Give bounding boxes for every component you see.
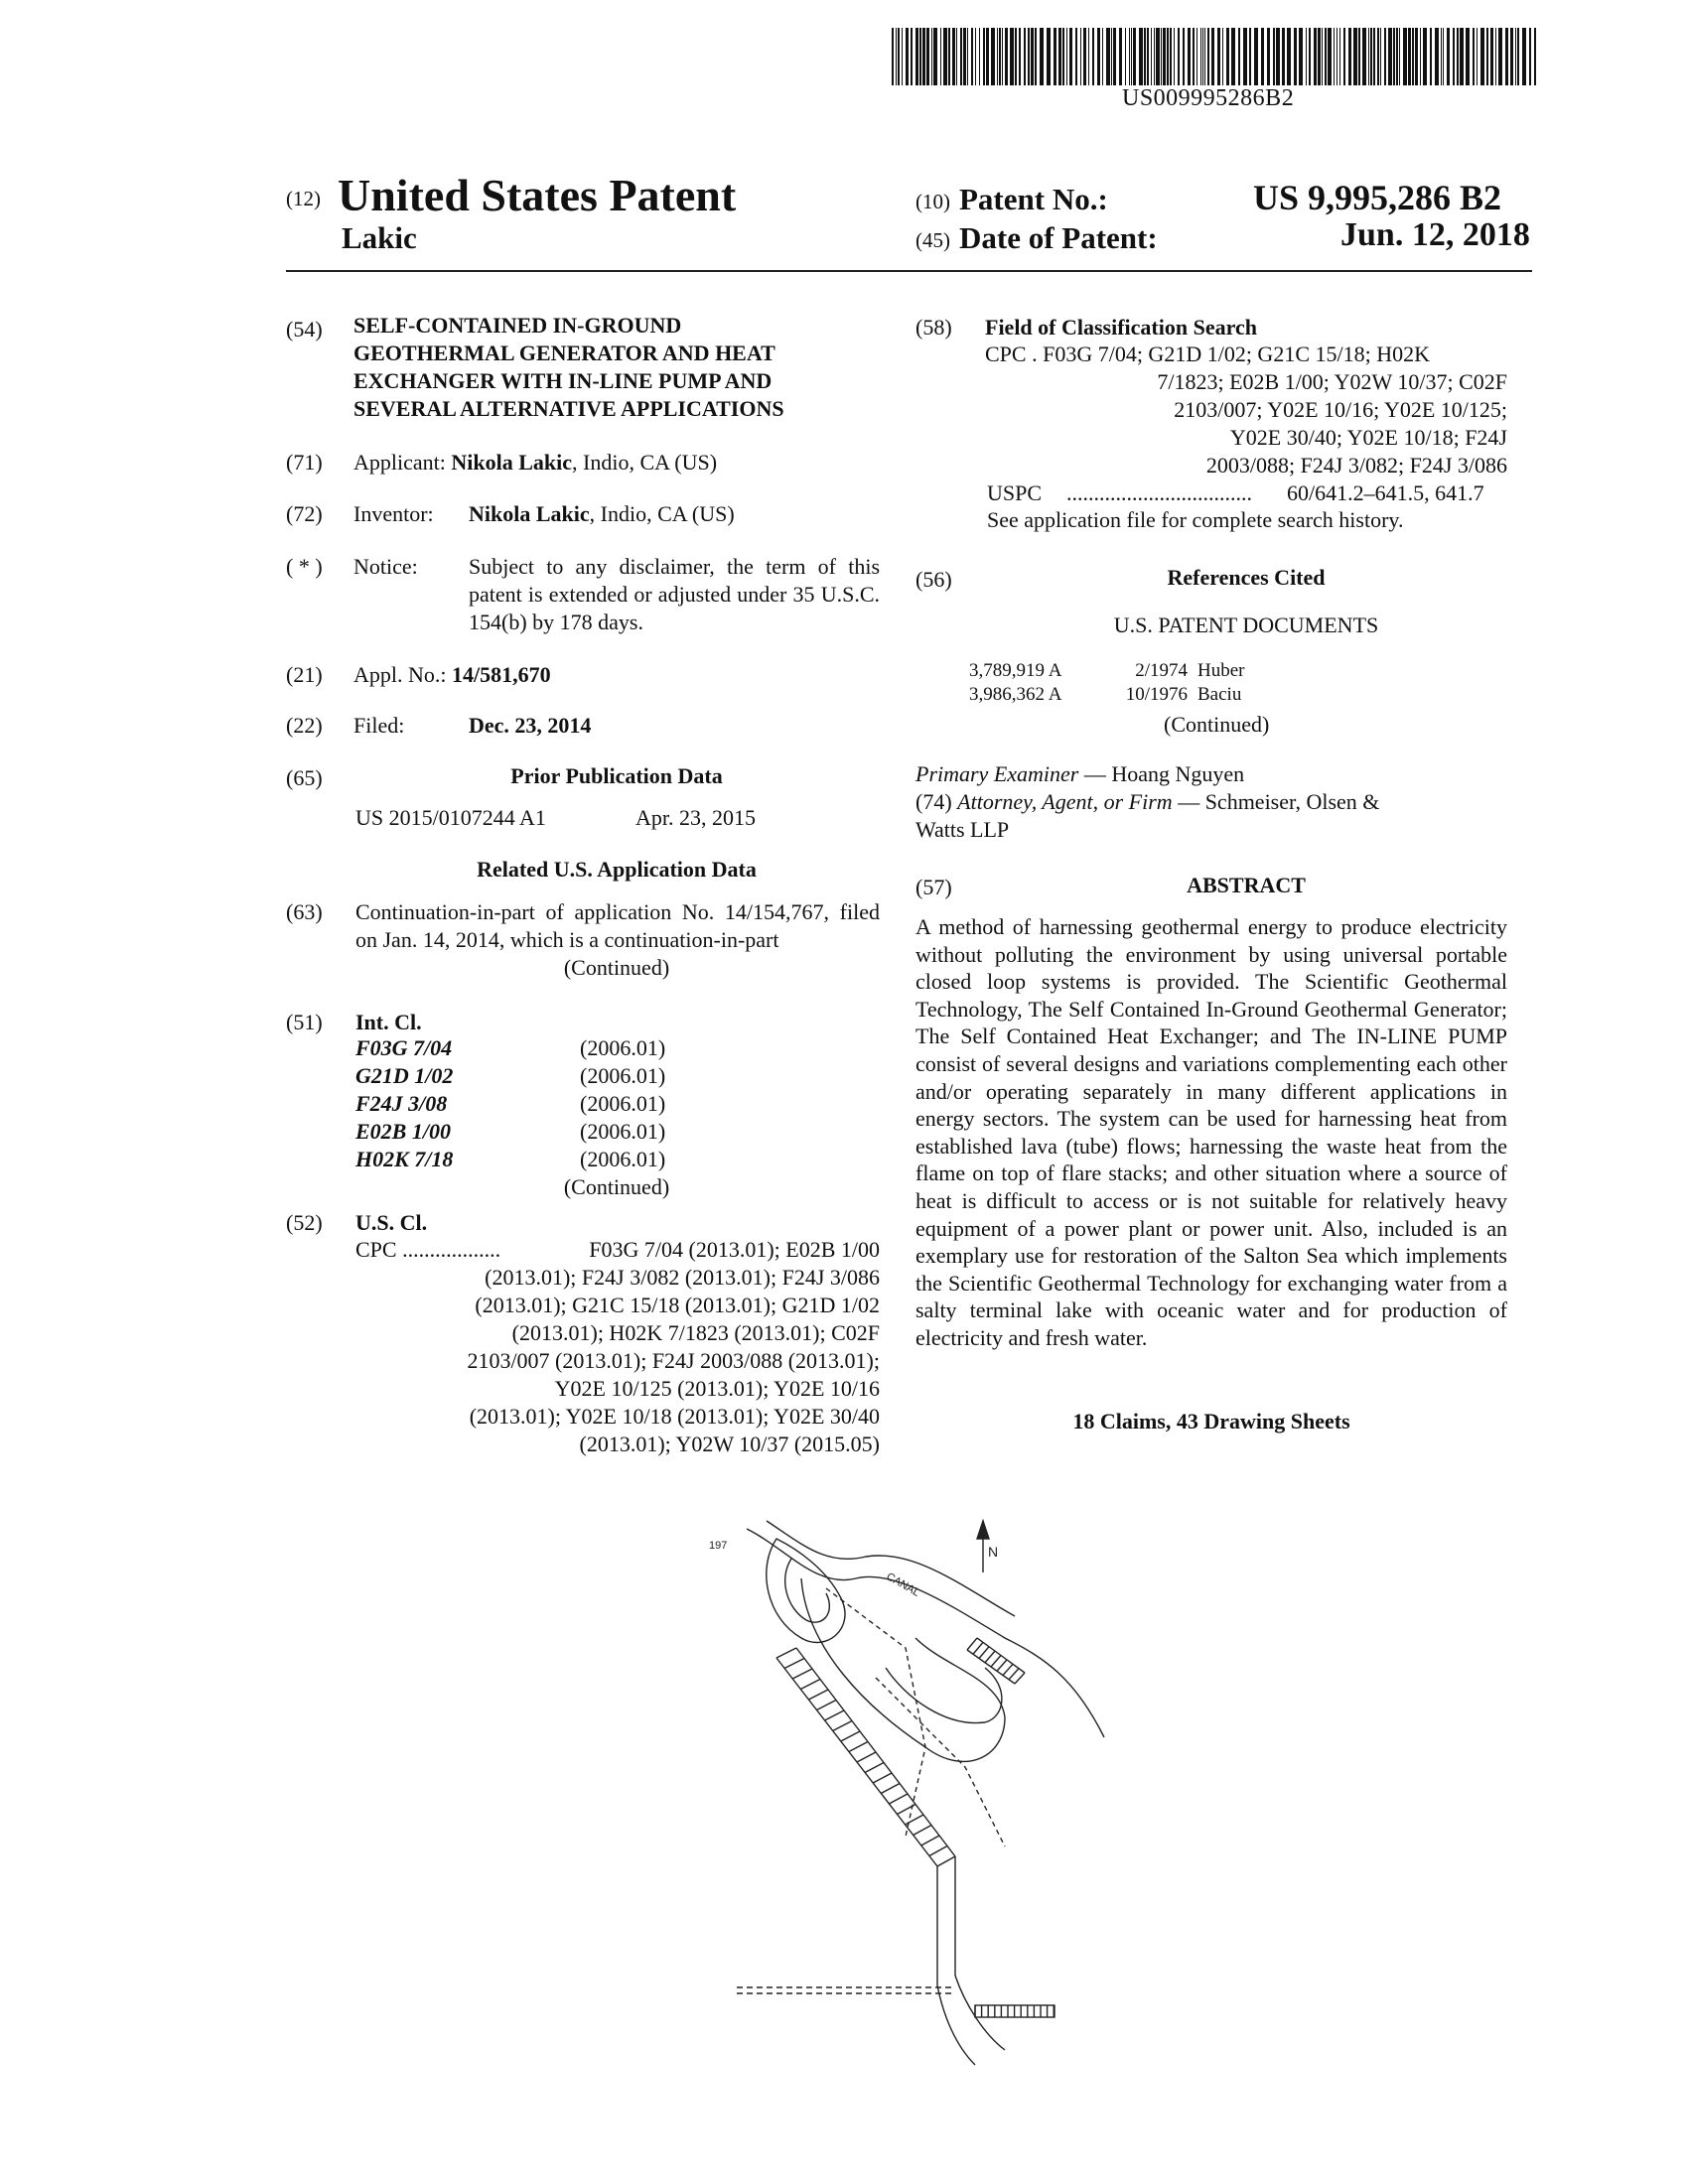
tag-65: (65) <box>286 765 323 790</box>
date-of-patent: Jun. 12, 2018 <box>1340 216 1530 253</box>
inventor-surname: Lakic <box>342 220 417 255</box>
int-cl-code: F24J 3/08 <box>355 1091 448 1116</box>
int-cl-row <box>355 1146 773 1173</box>
tag-71: (71) <box>286 450 323 475</box>
related-data-heading: Related U.S. Application Data <box>477 857 757 882</box>
abstract-text: A method of harnessing geothermal energy to produce electricity without polluting the environment by using universal portable closed loop systems is provided. The Scientific Geothermal Technology, The Self Contained In-Ground Geothermal Generator; The Self Contained Heat Exchanger; and The IN-LINE PUMP consist of several designs and variations complementing each other and/or operating separately in many different applications in energy sectors. The system can be used for harnessing heat from established lava (tube) flows; harnessing the waste heat from the flame on top of flare stacks; and other situation where a source of heat is difficult to access or is not suitable for relatively heavy equipment of a power plant or power unit. Also, included is an exemplary use for restoration of the Salton Sea which implements the Scientific Geothermal Technology for exchanging water from a salty terminal lake with oceanic water and for production of electricity and fresh water. <box>915 914 1507 1350</box>
tag-21: (21) <box>286 662 323 687</box>
examiner-label: Primary Examiner <box>915 761 1079 786</box>
cpc-line: Y02E 10/125 (2013.01); Y02E 10/16 <box>554 1376 880 1401</box>
applicant-location: , Indio, CA (US) <box>572 450 718 475</box>
svg-text:N: N <box>988 1544 999 1560</box>
tag-58: (58) <box>915 315 952 340</box>
lake-outline <box>767 1539 845 1642</box>
publication-number: US009995286B2 <box>1122 85 1295 111</box>
primary-examiner <box>915 760 1244 788</box>
canal-label: CANAL <box>884 1570 922 1599</box>
prior-publication-heading: Prior Publication Data <box>510 763 723 788</box>
cpc-line: (2013.01); G21C 15/18 (2013.01); G21D 1/02 <box>475 1293 880 1317</box>
invention-title <box>353 312 890 423</box>
pipeline-band <box>776 1648 955 1866</box>
attorney-name: — Schmeiser, Olsen & <box>1172 789 1380 814</box>
references-heading: References Cited <box>1167 565 1326 590</box>
uspc-value: 60/641.2–641.5, 641.7 <box>1287 480 1484 505</box>
uspc-leader: .................................. <box>1066 480 1252 505</box>
reference-date: 2/1974 <box>1135 660 1188 681</box>
appl-no-label: Appl. No.: <box>353 662 447 687</box>
examiner-name: — Hoang Nguyen <box>1078 761 1245 786</box>
int-cl-date: (2006.01) <box>580 1063 666 1088</box>
continued-label: (Continued) <box>1164 712 1270 737</box>
patent-number: US 9,995,286 B2 <box>1253 178 1502 217</box>
inventor-label: Inventor: <box>353 501 434 526</box>
channel-line <box>937 1985 975 2065</box>
tag-22: (22) <box>286 713 323 738</box>
int-cl-date: (2006.01) <box>580 1035 666 1060</box>
int-cl-row <box>355 1062 773 1090</box>
notice-text: Subject to any disclaimer, the term of this patent is extended or adjusted under 35 U.S.C. 154(b) by 178 days. <box>469 554 880 634</box>
inventor-location: , Indio, CA (US) <box>589 501 735 526</box>
int-cl-row <box>355 1118 773 1146</box>
cpc-line: (2013.01); Y02E 10/18 (2013.01); Y02E 30/40 <box>469 1404 880 1429</box>
basin-outline <box>886 1668 1002 1723</box>
claims-summary: 18 Claims, 43 Drawing Sheets <box>1072 1409 1350 1433</box>
continued-label: (Continued) <box>563 1174 670 1199</box>
applicant-label: Applicant: <box>353 450 446 475</box>
field-search-heading: Field of Classification Search <box>985 315 1257 340</box>
tag-51: (51) <box>286 1010 323 1034</box>
reference-numeral: 197 <box>709 1540 728 1552</box>
us-cl-heading: U.S. Cl. <box>355 1210 428 1235</box>
field-cpc-line: 7/1823; E02B 1/00; Y02W 10/37; C02F <box>1157 369 1507 394</box>
cpc-line: (2013.01); F24J 3/082 (2013.01); F24J 3/086 <box>485 1265 880 1290</box>
int-cl-row <box>355 1090 773 1118</box>
int-cl-date: (2006.01) <box>580 1147 666 1171</box>
int-cl-code: H02K 7/18 <box>355 1147 454 1171</box>
tag-57: (57) <box>915 875 952 899</box>
north-arrow-icon <box>977 1521 998 1572</box>
attorney-label: Attorney, Agent, or Firm <box>957 789 1173 814</box>
int-cl-code: E02B 1/00 <box>355 1119 451 1144</box>
header-rule <box>286 270 1532 272</box>
attorney-line <box>915 788 1511 816</box>
int-cl-date: (2006.01) <box>580 1119 666 1144</box>
cpc-label: CPC .................. <box>355 1237 501 1262</box>
document-title: United States Patent <box>338 170 737 220</box>
tag-notice: ( * ) <box>286 554 323 579</box>
tag-10: (10) <box>915 190 950 213</box>
prior-publication-date: Apr. 23, 2015 <box>635 805 756 830</box>
title-line: EXCHANGER WITH IN-LINE PUMP AND <box>353 368 773 393</box>
tag-74: (74) <box>915 789 952 814</box>
lake-region-outline <box>801 1578 1005 1761</box>
cpc-line: (2013.01); H02K 7/1823 (2013.01); C02F <box>511 1320 880 1345</box>
inventor-row <box>469 500 735 528</box>
attorney-line: Watts LLP <box>915 817 1010 842</box>
reference-row <box>969 683 1244 707</box>
date-of-patent-label: Date of Patent: <box>959 220 1158 255</box>
title-line: SELF-CONTAINED IN-GROUND <box>353 313 682 338</box>
tag-45: (45) <box>915 228 950 252</box>
uspc-label: USPC <box>987 480 1043 505</box>
representative-drawing <box>707 1509 1134 2115</box>
applicant-row <box>353 449 717 477</box>
continuation-text: Continuation-in-part of application No. 14/154,767, filed on Jan. 14, 2014, which is a continuation-in-part <box>355 899 880 952</box>
pipeline-band <box>967 1638 1025 1684</box>
int-cl-list <box>355 1034 773 1173</box>
search-history-note: See application file for complete search history. <box>987 507 1404 532</box>
patent-number-label: Patent No.: <box>959 182 1108 216</box>
int-cl-heading: Int. Cl. <box>355 1010 422 1034</box>
field-cpc-line: 2103/007; Y02E 10/16; Y02E 10/125; <box>1174 397 1507 422</box>
appl-no-row <box>353 661 551 689</box>
applicant-name: Nikola Lakic <box>451 450 573 475</box>
reference-number: 3,986,362 A <box>969 684 1062 705</box>
filed-date: Dec. 23, 2014 <box>469 713 592 738</box>
int-cl-row <box>355 1034 773 1062</box>
filed-label: Filed: <box>353 713 405 738</box>
appl-no: 14/581,670 <box>452 662 551 687</box>
cpc-line: 2103/007 (2013.01); F24J 2003/088 (2013.01); <box>467 1348 880 1373</box>
reference-date: 10/1976 <box>1125 684 1188 705</box>
title-line: SEVERAL ALTERNATIVE APPLICATIONS <box>353 396 784 421</box>
tag-63: (63) <box>286 899 323 924</box>
inventor-name: Nikola Lakic <box>469 501 590 526</box>
tag-56: (56) <box>915 567 952 592</box>
field-cpc-line: 2003/088; F24J 3/082; F24J 3/086 <box>1205 453 1507 478</box>
field-cpc-line: Y02E 30/40; Y02E 10/18; F24J <box>1229 425 1507 450</box>
tag-54: (54) <box>286 317 323 341</box>
int-cl-code: F03G 7/04 <box>355 1035 453 1060</box>
field-search-cpc <box>985 341 1507 479</box>
prior-publication-number: US 2015/0107244 A1 <box>355 805 546 830</box>
int-cl-date: (2006.01) <box>580 1091 666 1116</box>
tag-72: (72) <box>286 501 323 526</box>
notice-label: Notice: <box>353 554 418 579</box>
us-patent-documents-heading: U.S. PATENT DOCUMENTS <box>1113 613 1379 637</box>
cpc-classifications <box>387 1236 880 1458</box>
field-cpc-line: CPC . F03G 7/04; G21D 1/02; G21C 15/18; H02K <box>985 341 1430 366</box>
tag-12: (12) <box>286 187 321 210</box>
dashed-path <box>876 1678 1005 1846</box>
cpc-line: (2013.01); Y02W 10/37 (2015.05) <box>579 1432 880 1456</box>
attorney-block <box>915 788 1511 844</box>
title-line: GEOTHERMAL GENERATOR AND HEAT <box>353 341 775 365</box>
barcode <box>892 28 1543 85</box>
reference-name: Huber <box>1197 660 1245 681</box>
reference-name: Baciu <box>1197 684 1242 705</box>
cpc-line: F03G 7/04 (2013.01); E02B 1/00 <box>589 1237 880 1262</box>
channel-line <box>955 1976 1005 2050</box>
pipeline-band <box>975 2005 1055 2017</box>
int-cl-code: G21D 1/02 <box>355 1063 454 1088</box>
channel-line <box>937 1856 955 1985</box>
continued-label: (Continued) <box>563 955 670 980</box>
reference-row <box>969 659 1244 683</box>
reference-number: 3,789,919 A <box>969 660 1062 681</box>
references-list <box>969 659 1244 707</box>
tag-52: (52) <box>286 1210 323 1235</box>
abstract-heading: ABSTRACT <box>1187 873 1306 897</box>
